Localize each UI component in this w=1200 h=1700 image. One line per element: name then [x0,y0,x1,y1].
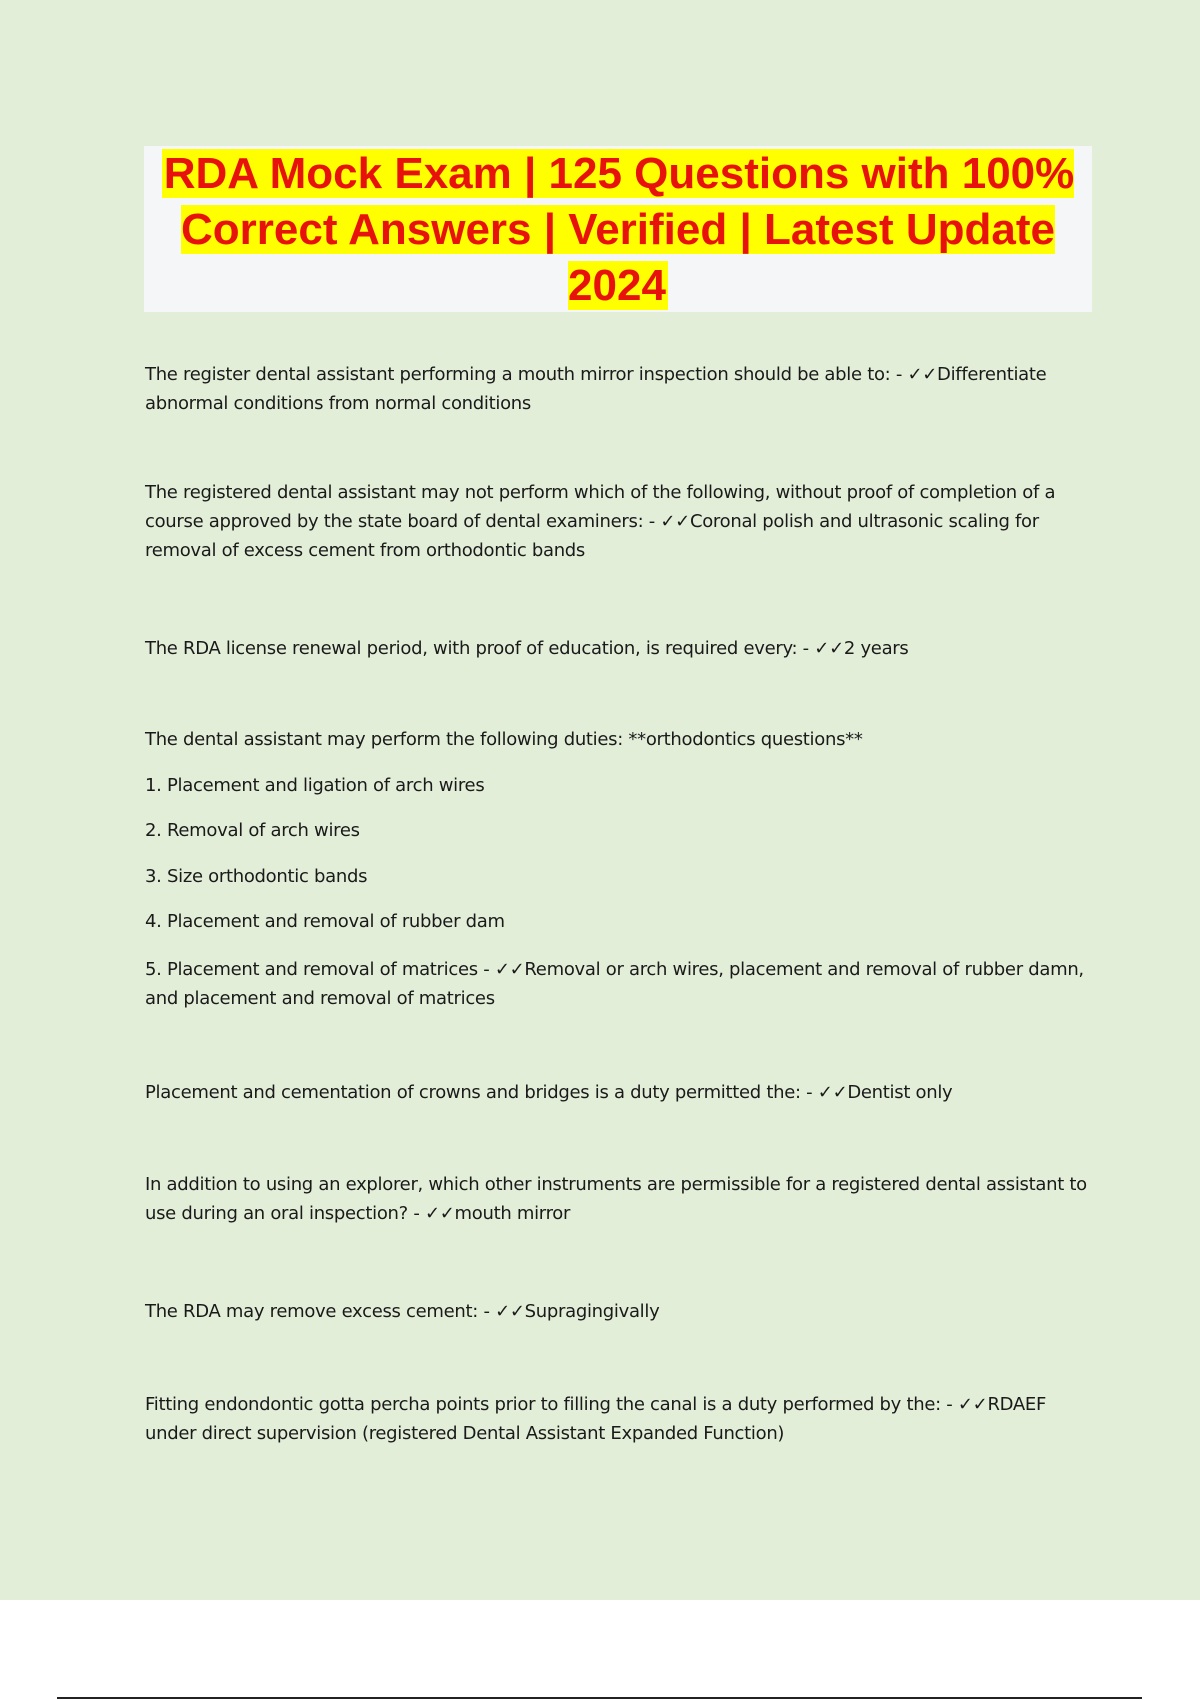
list-item-4: 4. Placement and removal of rubber dam [145,911,505,932]
question-5: Placement and cementation of crowns and bridges is a duty permitted the: - ✓✓Dentist only [145,1082,953,1103]
title-block [144,146,1092,312]
question-2: The registered dental assistant may not perform which of the following, without proof of completion of a course approved by the state board of dental examiners: - ✓✓Coronal polish and ultrasonic scaling for removal of excess cement from orthodontic bands [145,482,1056,561]
question-7: The RDA may remove excess cement: - ✓✓Supragingivally [145,1301,660,1322]
question-4: The dental assistant may perform the following duties: **orthodontics questions** [145,729,863,750]
question-6: In addition to using an explorer, which other instruments are permissible for a registered dental assistant to use during an oral inspection? - ✓✓mouth mirror [145,1174,1087,1224]
question-8: Fitting endondontic gotta percha points prior to filling the canal is a duty performed by the: - ✓✓RDAEF under direct supervision (registered Dental Assistant Expanded Function) [145,1394,1047,1444]
question-3: The RDA license renewal period, with proof of education, is required every: - ✓✓2 years [145,638,909,659]
list-item-3: 3. Size orthodontic bands [145,866,368,887]
footer-divider [57,1697,1142,1699]
question-1: The register dental assistant performing a mouth mirror inspection should be able to: - ✓✓Differentiate abnormal conditions from normal conditions [145,364,1047,414]
list-item-5: 5. Placement and removal of matrices - ✓✓Removal or arch wires, placement and removal of rubber damn, and placement and removal of matrices [145,959,1084,1009]
list-item-2: 2. Removal of arch wires [145,820,360,841]
list-item-1: 1. Placement and ligation of arch wires [145,775,485,796]
document-title: RDA Mock Exam | 125 Questions with 100% Correct Answers | Verified | Latest Update 2024 [163,149,1075,310]
